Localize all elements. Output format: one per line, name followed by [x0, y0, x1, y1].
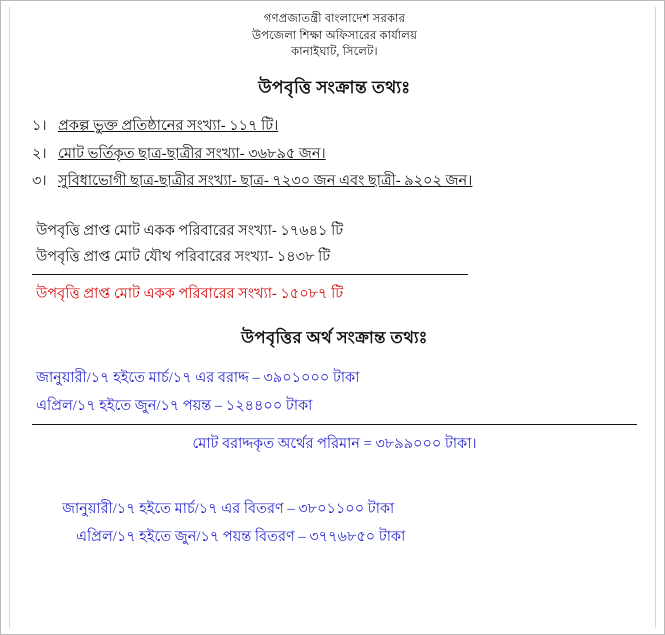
allocation-total-line: মোট বরাদ্দকৃত অর্থের পরিমান = ৩৮৯৯০০০ টাকা।	[192, 436, 477, 453]
distribution-row-1: জানুয়ারী/১৭ হইতে মার্চ/১৭ এর বিতরণ – ৩৮০১১০০ টাকা	[62, 500, 395, 517]
list-item	[32, 113, 637, 141]
spacer	[32, 459, 637, 481]
list-item-number: ২।	[32, 145, 47, 162]
document-header	[32, 11, 637, 61]
list-item	[32, 168, 637, 196]
section-2-title: উপবৃত্তির অর্থ সংক্রান্ত তথ্যঃ	[241, 327, 428, 347]
list-item-text: মোট ভর্তিকৃত ছাত্র-ছাত্রীর সংখ্যা- ৩৬৮৯৫ জন।	[58, 145, 326, 162]
header-line-1: গণপ্রজাতন্ত্রী বাংলাদেশ সরকার	[263, 13, 406, 25]
section-1-list	[32, 113, 637, 196]
document-body	[9, 7, 656, 628]
spacer	[32, 481, 637, 495]
list-item-text: প্রকল্প ভুক্ত প্রতিষ্ঠানের সংখ্যা- ১১৭ টি।	[58, 118, 279, 135]
header-line-3: কানাইঘাট, সিলেট।	[291, 46, 378, 59]
list-item-number: ৩।	[32, 173, 47, 190]
allocation-row-2: এপ্রিল/১৭ হইতে জুন/১৭ পয়ন্ত – ১২৪৪০০ টাকা	[36, 398, 313, 415]
single-family-count-line: উপবৃত্তি প্রাপ্ত মোট একক পরিবারের সংখ্যা- ১৭৬৪১ টি	[36, 222, 344, 239]
total-family-count-line: উপবৃত্তি প্রাপ্ত মোট একক পরিবারের সংখ্যা- ১৫০৮৭ টি	[36, 286, 344, 303]
divider-2	[32, 424, 637, 425]
divider-1	[32, 274, 468, 275]
joint-family-count-line: উপবৃত্তি প্রাপ্ত মোট যৌথ পরিবারের সংখ্যা- ১৪৩৮ টি	[36, 249, 331, 266]
list-item-number: ১।	[32, 118, 47, 135]
allocation-row-1: জানুয়ারী/১৭ হইতে মার্চ/১৭ এর বরাদ্দ – ৩৯০১০০০ টাকা	[36, 369, 360, 386]
list-item	[32, 141, 637, 169]
section-1-title: উপবৃত্তি সংক্রান্ত তথ্যঃ	[258, 78, 411, 98]
distribution-row-2: এপ্রিল/১৭ হইতে জুন/১৭ পয়ন্ত বিতরণ – ৩৭৭৬৮৫০ টাকা	[76, 529, 406, 546]
list-item-text: সুবিধাভোগী ছাত্র-ছাত্রীর সংখ্যা- ছাত্র- ৭২৩০ জন এবং ছাত্রী- ৯২০২ জন।	[58, 173, 473, 190]
spacer	[32, 196, 637, 218]
header-line-2: উপজেলা শিক্ষা অফিসারের কার্যালয়	[251, 29, 418, 42]
